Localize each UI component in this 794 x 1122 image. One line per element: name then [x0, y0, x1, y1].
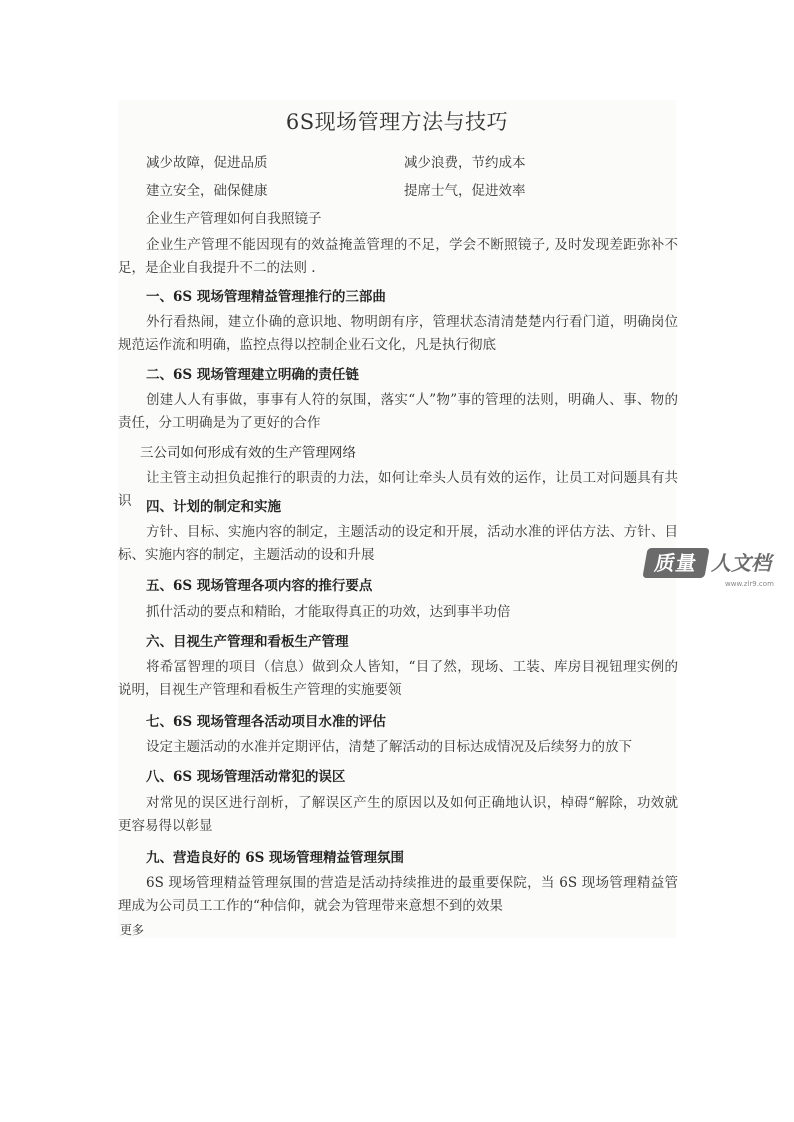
section-heading-4: 四、计划的制定和实施: [146, 499, 281, 515]
section-heading-5: 五、6S 现场管理各项内容的推行要点: [146, 578, 373, 594]
section-heading-2: 二、6S 现场管理建立明确的责任链: [146, 367, 359, 383]
section-heading-9: 九、营造良好的 6S 现场管理精益管理氛围: [146, 850, 405, 866]
section-heading-3: 三公司如何形成有效的生产管理网络: [140, 445, 356, 461]
section-body-6: 将希冨智理的项目（信息）做到众人皆知，“目了然，现场、工装、库房目视钮理实例的说明，目视生产管理和看板生产管理的实施要领: [118, 659, 678, 698]
motto-4: 提席士气，促进效率: [404, 183, 526, 199]
watermark-url: www.zlr9.com: [725, 580, 774, 588]
section-body-7: 设定主题活动的水准并定期评估，清楚了解活动的目标达成情况及后续努力的放下: [146, 739, 632, 755]
section-body-5: 抓什活动的要点和精眙，才能取得真正的功效，达到事半功倍: [146, 604, 511, 620]
motto-3: 建立安全，础保健康: [146, 183, 268, 199]
section-body-1: 外行看热闹，建立仆确的意识地、物明朗有序，管理状态清清楚楚内行看门道，明确岗位规范运作流和明确，监控点得以控制企业石文化，凡是执行彻底: [118, 314, 678, 353]
intro-paragraph: 企业生产管理不能因现有的效益掩盖管理的不足，学会不断照镜子, 及时发现差距弥补不足，是企业自我提升不二的法则 .: [118, 237, 678, 276]
section-body-2: 创建人人有事做，事事有人符的氛围，落实“人”物”事的管理的法则，明确人、事、物的责任，分工明确是为了更好的合作: [118, 392, 678, 431]
more-link[interactable]: 更多: [120, 923, 145, 937]
watermark-brand-right: 人文档: [711, 551, 771, 575]
watermark-brand-left: 质量: [642, 548, 709, 578]
motto-1: 减少故障，促进品质: [146, 155, 268, 171]
section-body-4: 方针、目标、实施内容的制定，主题活动的设定和开展，活动水准的评估方法、方针、目标、实施内容的制定，主题活动的设和升展: [118, 524, 678, 563]
section-body-9: 6S 现场管理精益管理氛围的营造是活动持续推进的最重要保院，当 6S 现场管理精益管理成为公司员工工作的“种信仰，就会为管理带来意想不到的效果: [118, 875, 678, 914]
section-heading-6: 六、目视生产管理和看板生产管理: [146, 634, 349, 650]
section-heading-7: 七、6S 现场管理各活动项目水准的评估: [146, 714, 386, 730]
section-body-8: 对常见的误区进行剖析，了解误区产生的原因以及如何正确地认识，棹碍“解除，功效就更容易得以彰显: [118, 795, 678, 834]
watermark-logo: [645, 548, 785, 598]
section-body-3: 让主管主动担负起推行的职责的力法，如何让牵头人员有效的运作，让员工对问题具有共识: [118, 470, 678, 509]
section-heading-8: 八、6S 现场管理活动常犯的误区: [146, 769, 346, 785]
subtitle: 企业生产管理如何自我照镜子: [146, 211, 322, 227]
motto-2: 减少浪费，节约成本: [404, 155, 526, 171]
document-title: 6S现场管理方法与技巧: [285, 110, 509, 134]
section-heading-1: 一、6S 现场管理精益管理推行的三部曲: [146, 289, 386, 305]
